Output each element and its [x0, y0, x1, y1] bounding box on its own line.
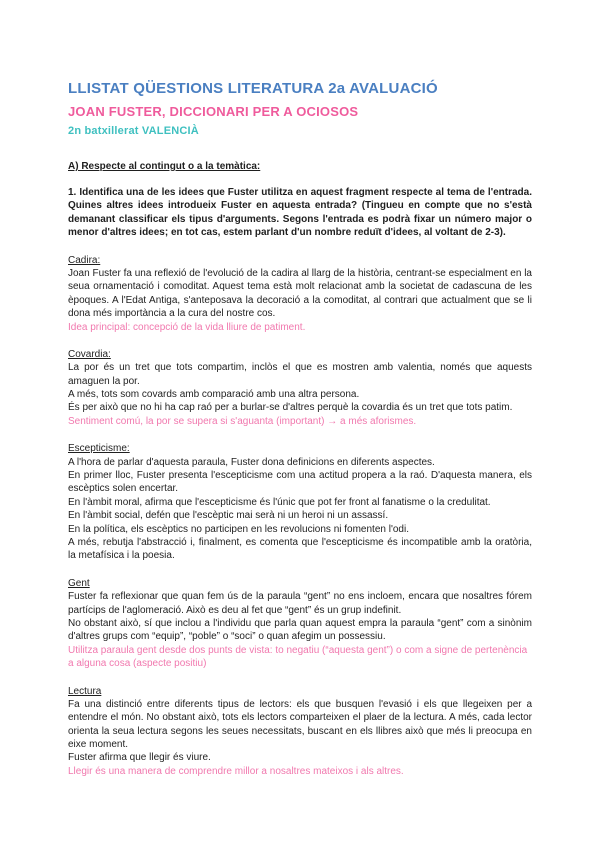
entry-paragraph: A l'hora de parlar d'aquesta paraula, Fuster dona definicions en diferents aspectes. [68, 456, 435, 468]
entry-heading: Cadira: [68, 254, 101, 266]
doc-subtitle: JOAN FUSTER, DICCIONARI PER A OCIOSOS [68, 104, 359, 119]
entry-note: Idea principal: concepció de la vida lliure de patiment. [68, 321, 306, 333]
entry-note: Sentiment comú, la por se supera si s'aguanta (important) → a més aforismes. [68, 415, 417, 427]
entry-paragraph: En l'àmbit moral, afirma que l'escepticisme és l'únic que pot fer front al fanatisme o la credulitat. [68, 496, 491, 508]
entry-paragraph: Fa una distinció entre diferents tipus de lectors: els que busquen l'evasió i els que llegeixen per a entendre el món. No obstant això, tots els lectors comparteixen el plaer de la lectura. A més, cada lector orienta la seua lectura segons les seues necessitats, buscant en els llibres això que més li preocupa en eixe moment. [68, 698, 532, 751]
entry-note: Llegir és una manera de comprendre millor a nosaltres mateixos i als altres. [68, 765, 404, 777]
entry-paragraph: No obstant això, sí que inclou a l'individu que parla quan aquest empra la paraula “gent” com a sinònim d'altres grups com “equip”, “poble” o “soci” o quan afegim un possessiu. [68, 617, 532, 643]
entry-paragraph: És per això que no hi ha cap raó per a burlar-se d'altres perquè la covardia és un tret que tots patim. [68, 402, 513, 414]
entry-body [68, 267, 532, 334]
entry-paragraph: En l'àmbit social, defén que l'escèptic mai serà ni un heroi ni un assassí. [68, 510, 389, 522]
entry-paragraph: La por és un tret que tots compartim, inclòs el que es mostren amb valentia, només que aquests amaguen la por. [68, 362, 532, 387]
entry-body [68, 698, 532, 778]
doc-course-line: 2n batxillerat VALENCIÀ [68, 125, 199, 137]
entry-heading: Escepticisme: [68, 443, 130, 455]
entry [68, 442, 532, 563]
entry-paragraph: En primer lloc, Fuster presenta l'escepticisme com una actitud propera a la raó. D'aquesta manera, els escèptics solen encertar. [68, 470, 532, 495]
entry [68, 254, 532, 334]
entry-paragraph: Fuster fa reflexionar que quan fem ús de la paraula “gent” no ens incloem, encara que nosaltres fórem partícips de l'aglomeració. Això es deu al fet que “gent” és un grup indefinit. [68, 591, 532, 616]
entry-body [68, 590, 532, 670]
section-a-heading: A) Respecte al contingut o a la temàtica: [68, 161, 261, 172]
entry-heading: Lectura [68, 685, 102, 697]
entry-note: Utilitza paraula gent desde dos punts de vista: to negatiu (“aquesta gent”) o com a signe de pertenència a alguna cosa (aspecte positiu) [68, 644, 528, 670]
entry-paragraph: Joan Fuster fa una reflexió de l'evolució de la cadira al llarg de la història, centrant-se especialment en la seua ornamentació i comoditat. Aquest tema està molt relacionat amb la societat de cadascuna de les èpoques. A l'Edat Antiga, s'anteposava la decoració a la comoditat, al contrari que actualment que se li dona més importància a la cura del nostre cos. [68, 267, 532, 320]
doc-title: LLISTAT QÜESTIONS LITERATURA 2a AVALUACIÓ [68, 80, 438, 97]
entry-paragraph: En la política, els escèptics no participen en les revolucions ni fomenten l'odi. [68, 523, 409, 535]
entry [68, 685, 532, 779]
question-1-text: 1. Identifica una de les idees que Fuster utilitza en aquest fragment respecte al tema de l'entrada. Quines altres idees introdueix Fuster en aquesta entrada? (Tingueu en compte que no s'està demanant classificar els tipus d'arguments. Segons l'entrada es podrà fixar un número major o menor d'altres idees; en tot cas, estem parlant d'un nombre reduït d'idees, al voltant de 2-3). [68, 187, 532, 239]
entries [68, 254, 532, 779]
entry-heading: Gent [68, 577, 90, 589]
entry-paragraph: A més, tots som covards amb comparació amb una altra persona. [68, 389, 360, 401]
entry-heading: Covardia: [68, 348, 111, 360]
entry-paragraph: A més, rebutja l'abstracció i, finalment, es comenta que l'escepticisme és incompatible amb la oratòria, la metafísica i la poesia. [68, 536, 532, 562]
entry [68, 348, 532, 428]
entry [68, 577, 532, 671]
entry-body [68, 361, 532, 428]
entry-body [68, 456, 532, 563]
entry-paragraph: Fuster afirma que llegir és viure. [68, 752, 211, 764]
